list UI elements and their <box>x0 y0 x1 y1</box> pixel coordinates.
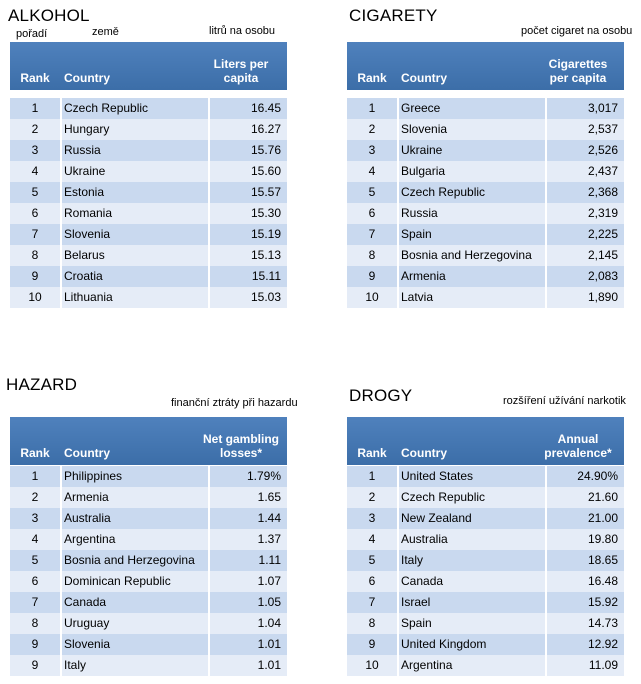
country-cell: Canada <box>401 574 444 588</box>
table-row <box>10 119 287 140</box>
rank-cell: 7 <box>368 595 376 609</box>
value-cell: 18.65 <box>587 553 618 567</box>
rank-cell: 10 <box>365 290 379 304</box>
country-cell: Russia <box>401 206 438 220</box>
value-cell: 2,526 <box>587 143 618 157</box>
header-rank: Rank <box>357 446 387 460</box>
value-cell: 15.30 <box>250 206 281 220</box>
drogy-subtitle-value: rozšíření užívání narkotik <box>503 395 626 407</box>
table-row <box>10 634 287 655</box>
table-row <box>347 98 624 119</box>
rank-cell: 9 <box>31 658 39 672</box>
country-cell: Canada <box>64 595 107 609</box>
country-cell: Armenia <box>401 269 446 283</box>
table-row <box>10 266 287 287</box>
value-cell: 1.44 <box>257 511 281 525</box>
table-row <box>10 98 287 119</box>
country-cell: Slovenia <box>401 122 448 136</box>
alkohol-subtitle-rank: pořadí <box>16 28 48 40</box>
table-row <box>10 571 287 592</box>
cigarety-table-body <box>347 98 624 308</box>
drogy-table-body <box>347 466 624 676</box>
table-row <box>347 245 624 266</box>
value-cell: 16.45 <box>250 101 281 115</box>
value-cell: 15.76 <box>250 143 281 157</box>
rank-cell: 3 <box>31 511 39 525</box>
value-cell: 1.65 <box>257 490 281 504</box>
value-cell: 2,225 <box>587 227 618 241</box>
rank-cell: 6 <box>368 206 376 220</box>
table-row <box>10 203 287 224</box>
header-value: Annual prevalence* <box>544 432 612 460</box>
country-cell: Ukraine <box>64 164 106 178</box>
country-cell: Croatia <box>64 269 103 283</box>
country-cell: New Zealand <box>401 511 472 525</box>
value-cell: 2,437 <box>587 164 618 178</box>
country-cell: Slovenia <box>64 227 111 241</box>
rank-cell: 2 <box>31 122 39 136</box>
header-rank: Rank <box>20 446 50 460</box>
rank-cell: 9 <box>31 269 39 283</box>
value-cell: 15.60 <box>250 164 281 178</box>
table-row <box>10 287 287 308</box>
value-cell: 15.03 <box>250 290 281 304</box>
value-cell: 14.73 <box>587 616 618 630</box>
country-cell: Ukraine <box>401 143 443 157</box>
rank-cell: 9 <box>31 637 39 651</box>
value-cell: 2,537 <box>587 122 618 136</box>
value-cell: 12.92 <box>587 637 618 651</box>
table-row <box>347 592 624 613</box>
value-cell: 1.79% <box>246 469 281 483</box>
country-cell: Bosnia and Herzegovina <box>64 553 195 567</box>
value-cell: 1.11 <box>258 553 281 567</box>
hazard-subtitle-value: finanční ztráty při hazardu <box>171 397 298 409</box>
alkohol-table-header <box>10 42 287 90</box>
table-row <box>347 466 624 487</box>
rank-cell: 5 <box>368 553 376 567</box>
alkohol-subtitle-value: litrů na osobu <box>209 25 276 37</box>
hazard-title: HAZARD <box>6 375 78 394</box>
table-row <box>10 592 287 613</box>
country-cell: Bosnia and Herzegovina <box>401 248 532 262</box>
country-cell: Uruguay <box>64 616 110 630</box>
alkohol-subtitle-country: země <box>92 26 119 38</box>
rank-cell: 3 <box>368 143 376 157</box>
table-row <box>347 224 624 245</box>
value-cell: 2,319 <box>587 206 618 220</box>
table-row <box>347 487 624 508</box>
country-cell: Hungary <box>64 122 110 136</box>
header-country: Country <box>64 71 110 85</box>
country-cell: Belarus <box>64 248 105 262</box>
rank-cell: 5 <box>31 553 39 567</box>
table-row <box>10 224 287 245</box>
country-cell: Russia <box>64 143 101 157</box>
value-cell: 15.92 <box>587 595 618 609</box>
value-cell: 1.37 <box>257 532 281 546</box>
rank-cell: 8 <box>368 616 376 630</box>
table-row <box>347 266 624 287</box>
rank-cell: 8 <box>368 248 376 262</box>
rank-cell: 5 <box>31 185 39 199</box>
rank-cell: 7 <box>31 227 39 241</box>
country-cell: Israel <box>401 595 431 609</box>
cigarety-subtitle-value: počet cigaret na osobu <box>521 25 633 37</box>
header-value: Cigarettes per capita <box>548 57 608 85</box>
table-row <box>347 571 624 592</box>
value-cell: 1.05 <box>257 595 281 609</box>
rank-cell: 1 <box>31 101 39 115</box>
country-cell: Latvia <box>401 290 434 304</box>
header-value: Net gambling losses* <box>202 432 279 460</box>
rank-cell: 1 <box>368 469 376 483</box>
value-cell: 2,083 <box>587 269 618 283</box>
table-row <box>347 613 624 634</box>
table-row <box>10 655 287 676</box>
country-cell: Argentina <box>64 532 116 546</box>
country-cell: Bulgaria <box>401 164 446 178</box>
value-cell: 24.90% <box>577 469 618 483</box>
value-cell: 1.01 <box>257 658 281 672</box>
value-cell: 15.57 <box>250 185 281 199</box>
cigarety-table-header <box>347 42 624 90</box>
value-cell: 1,890 <box>587 290 618 304</box>
table-row <box>10 466 287 487</box>
country-cell: Czech Republic <box>401 185 486 199</box>
value-cell: 1.01 <box>257 637 281 651</box>
value-cell: 16.27 <box>250 122 281 136</box>
rank-cell: 1 <box>31 469 39 483</box>
rank-cell: 4 <box>31 164 39 178</box>
table-row <box>347 508 624 529</box>
rank-cell: 6 <box>368 574 376 588</box>
value-cell: 21.00 <box>587 511 618 525</box>
table-row <box>347 140 624 161</box>
value-cell: 19.80 <box>587 532 618 546</box>
hazard-table-header <box>10 417 287 465</box>
table-row <box>347 634 624 655</box>
table-row <box>347 203 624 224</box>
rank-cell: 5 <box>368 185 376 199</box>
header-country: Country <box>401 71 447 85</box>
table-row <box>347 550 624 571</box>
header-country: Country <box>64 446 110 460</box>
country-cell: Spain <box>401 227 432 241</box>
rank-cell: 2 <box>31 490 39 504</box>
value-cell: 1.04 <box>257 616 281 630</box>
value-cell: 15.13 <box>250 248 281 262</box>
country-cell: Italy <box>64 658 87 672</box>
country-cell: Argentina <box>401 658 453 672</box>
country-cell: Dominican Republic <box>64 574 171 588</box>
country-cell: Lithuania <box>64 290 113 304</box>
rank-cell: 2 <box>368 490 376 504</box>
table-row <box>10 487 287 508</box>
table-row <box>347 529 624 550</box>
value-cell: 2,368 <box>587 185 618 199</box>
rank-cell: 10 <box>365 658 379 672</box>
rank-cell: 2 <box>368 122 376 136</box>
country-cell: Slovenia <box>64 637 111 651</box>
rank-cell: 8 <box>31 616 39 630</box>
rank-cell: 9 <box>368 269 376 283</box>
country-cell: United Kingdom <box>401 637 487 651</box>
header-country: Country <box>401 446 447 460</box>
header-rank: Rank <box>357 71 387 85</box>
value-cell: 15.19 <box>250 227 281 241</box>
rank-cell: 8 <box>31 248 39 262</box>
country-cell: Spain <box>401 616 432 630</box>
rank-cell: 6 <box>31 206 39 220</box>
rank-cell: 4 <box>368 164 376 178</box>
country-cell: Greece <box>401 101 441 115</box>
value-cell: 1.07 <box>257 574 281 588</box>
country-cell: Estonia <box>64 185 105 199</box>
value-cell: 2,145 <box>587 248 618 262</box>
table-row <box>10 182 287 203</box>
value-cell: 15.11 <box>251 269 281 283</box>
cigarety-title: CIGARETY <box>349 6 438 25</box>
table-row <box>347 287 624 308</box>
header-rank: Rank <box>20 71 50 85</box>
hazard-table-body <box>10 466 287 676</box>
header-value: Liters per capita <box>213 57 269 85</box>
country-cell: Czech Republic <box>64 101 149 115</box>
rank-cell: 3 <box>31 143 39 157</box>
value-cell: 21.60 <box>587 490 618 504</box>
value-cell: 11.09 <box>588 658 618 672</box>
table-row <box>10 550 287 571</box>
table-row <box>10 140 287 161</box>
country-cell: United States <box>401 469 474 483</box>
table-row <box>10 161 287 182</box>
value-cell: 16.48 <box>587 574 618 588</box>
rank-cell: 4 <box>368 532 376 546</box>
country-cell: Australia <box>64 511 111 525</box>
rank-cell: 3 <box>368 511 376 525</box>
value-cell: 3,017 <box>587 101 618 115</box>
table-row <box>10 508 287 529</box>
rank-cell: 4 <box>31 532 39 546</box>
drogy-title: DROGY <box>349 386 413 405</box>
country-cell: Italy <box>401 553 424 567</box>
table-row <box>347 655 624 676</box>
rank-cell: 10 <box>28 290 42 304</box>
table-row <box>347 182 624 203</box>
country-cell: Romania <box>64 206 113 220</box>
country-cell: Czech Republic <box>401 490 486 504</box>
alkohol-table-body <box>10 98 287 308</box>
table-row <box>10 245 287 266</box>
country-cell: Philippines <box>64 469 123 483</box>
rank-cell: 6 <box>31 574 39 588</box>
rank-cell: 1 <box>368 101 376 115</box>
rank-cell: 9 <box>368 637 376 651</box>
drogy-table-header <box>347 417 624 465</box>
table-row <box>347 119 624 140</box>
rank-cell: 7 <box>368 227 376 241</box>
table-row <box>347 161 624 182</box>
rank-cell: 7 <box>31 595 39 609</box>
country-cell: Australia <box>401 532 448 546</box>
table-row <box>10 529 287 550</box>
country-cell: Armenia <box>64 490 109 504</box>
table-row <box>10 613 287 634</box>
alkohol-title: ALKOHOL <box>8 6 90 25</box>
